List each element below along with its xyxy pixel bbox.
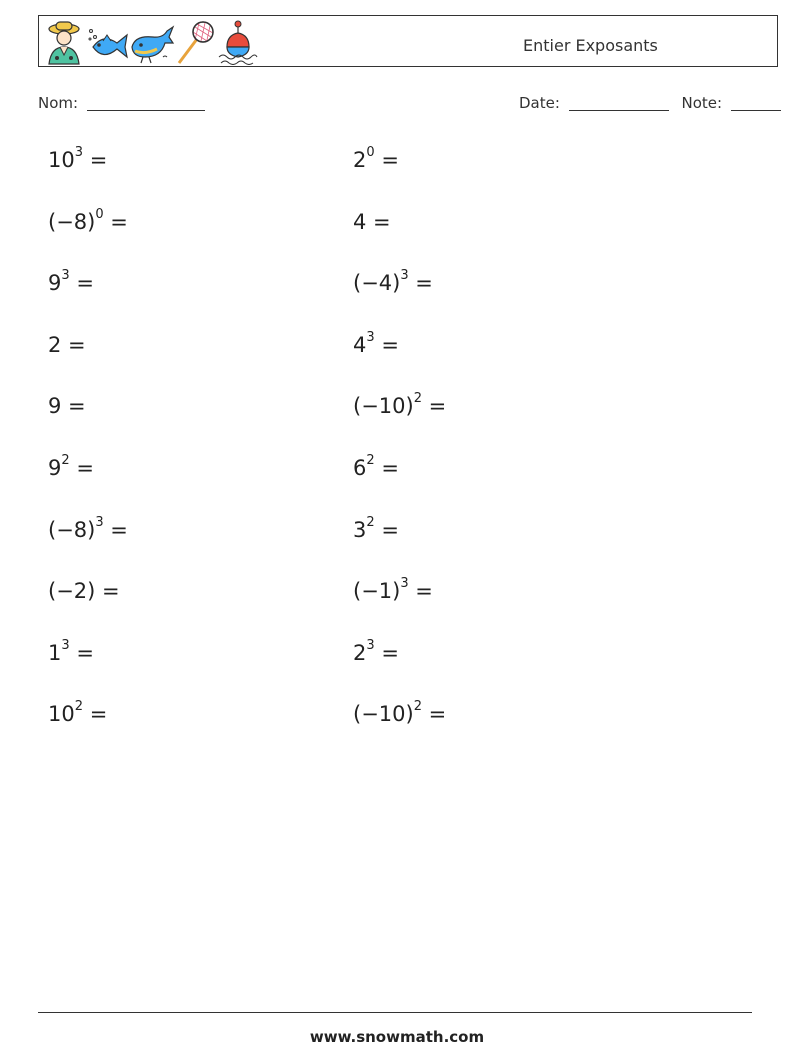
problem-equals: = xyxy=(83,702,108,727)
date-blank[interactable] xyxy=(569,96,669,111)
problem-exponent: 2 xyxy=(366,453,375,468)
problem-equals: = xyxy=(408,579,433,604)
footer-url: www.snowmath.com xyxy=(309,1028,485,1046)
problem-exponent: 0 xyxy=(366,145,375,160)
name-blank[interactable] xyxy=(87,96,205,111)
note-blank[interactable] xyxy=(731,96,781,111)
problem-exponent: 3 xyxy=(366,329,375,345)
fishing-float-icon xyxy=(217,19,259,65)
problem-base: (−8) xyxy=(48,209,96,234)
problem-equals: = xyxy=(103,209,128,234)
header-box xyxy=(38,15,778,67)
problem-right-10 xyxy=(353,699,447,727)
problem-left-5 xyxy=(48,394,86,418)
problem-base: 6 xyxy=(353,456,367,480)
problem-equals: = xyxy=(374,640,399,665)
problem-right-2 xyxy=(353,210,391,234)
fish-icon xyxy=(85,19,129,65)
name-field xyxy=(38,94,205,112)
problem-left-9 xyxy=(48,637,94,665)
name-label: Nom: xyxy=(38,94,79,112)
problem-exponent: 0 xyxy=(95,206,104,222)
problem-right-6 xyxy=(353,453,399,480)
problem-exponent: 3 xyxy=(95,514,104,530)
problem-right-8 xyxy=(353,576,433,604)
problem-base: (−1) xyxy=(353,579,401,604)
problem-exponent: 3 xyxy=(74,145,84,160)
problem-exponent: 3 xyxy=(366,637,375,653)
problem-left-3 xyxy=(48,268,94,296)
problem-base: 2 xyxy=(48,332,62,357)
fishing-net-icon xyxy=(175,19,217,65)
problem-right-9 xyxy=(353,637,399,665)
problem-equals: = xyxy=(69,456,94,480)
problem-exponent: 2 xyxy=(413,391,422,407)
problem-base: 10 xyxy=(48,148,75,172)
whale-fish-icon xyxy=(129,19,175,65)
fisherman-icon xyxy=(43,19,85,65)
problem-exponent: 2 xyxy=(366,514,375,530)
date-label: Date: xyxy=(519,94,560,112)
problem-equals: = xyxy=(61,394,86,419)
problem-base: 2 xyxy=(353,640,367,665)
problem-base: 9 xyxy=(48,394,62,419)
date-note-fields xyxy=(519,94,781,112)
problem-equals: = xyxy=(374,332,399,357)
problem-left-1 xyxy=(48,145,108,172)
worksheet-title: Entier Exposants xyxy=(523,36,658,55)
problem-equals: = xyxy=(61,332,86,357)
problem-base: 9 xyxy=(48,271,62,296)
problem-left-7 xyxy=(48,514,128,542)
problem-equals: = xyxy=(83,148,108,172)
problem-equals: = xyxy=(69,640,94,665)
problem-equals: = xyxy=(421,702,447,727)
problem-equals: = xyxy=(421,394,447,419)
problem-exponent: 3 xyxy=(61,268,70,284)
footer-divider xyxy=(38,1012,752,1013)
problem-exponent: 2 xyxy=(74,699,84,715)
problem-equals: = xyxy=(95,579,120,604)
problem-right-4 xyxy=(353,329,399,357)
problem-base: (−2) xyxy=(48,579,96,604)
problem-left-6 xyxy=(48,453,94,480)
problem-right-7 xyxy=(353,514,399,542)
problem-base: (−10) xyxy=(353,394,414,419)
problem-base: (−10) xyxy=(353,702,414,727)
note-label: Note: xyxy=(681,94,723,112)
problem-left-10 xyxy=(48,699,108,727)
problem-exponent: 2 xyxy=(413,699,422,715)
problem-equals: = xyxy=(69,271,94,296)
problem-base: 2 xyxy=(353,148,367,172)
header-icons xyxy=(43,17,259,67)
problem-right-3 xyxy=(353,268,433,296)
problem-exponent: 3 xyxy=(400,268,409,284)
problem-exponent: 2 xyxy=(61,453,70,468)
problem-exponent: 3 xyxy=(61,637,70,653)
problem-left-4 xyxy=(48,333,86,357)
problem-equals: = xyxy=(374,517,399,542)
problem-left-8 xyxy=(48,579,120,603)
problem-base: 3 xyxy=(353,517,367,542)
problem-base: 1 xyxy=(48,640,62,665)
problem-exponent: 3 xyxy=(400,576,409,592)
problem-equals: = xyxy=(366,209,391,234)
problem-right-5 xyxy=(353,391,447,419)
problem-base: 4 xyxy=(353,209,367,234)
problem-left-2 xyxy=(48,206,128,234)
problem-base: (−8) xyxy=(48,517,96,542)
problem-equals: = xyxy=(374,148,399,172)
problem-base: 4 xyxy=(353,332,367,357)
problem-equals: = xyxy=(103,517,128,542)
problem-base: (−4) xyxy=(353,271,401,296)
problem-base: 9 xyxy=(48,456,62,480)
problem-equals: = xyxy=(374,456,399,480)
problem-right-1 xyxy=(353,145,399,172)
problem-equals: = xyxy=(408,271,433,296)
problem-base: 10 xyxy=(48,702,75,727)
